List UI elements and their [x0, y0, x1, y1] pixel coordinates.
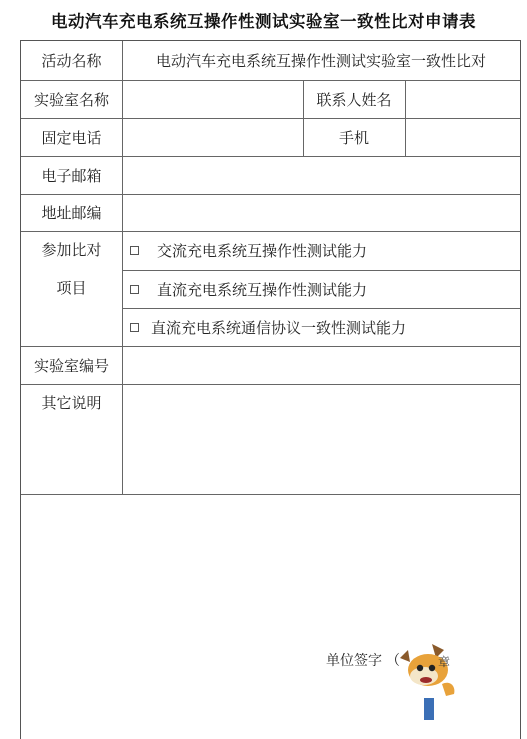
option-dc-protocol[interactable]	[122, 308, 520, 346]
email-label: 电子邮箱	[41, 166, 102, 185]
signature-label	[326, 650, 400, 670]
checkbox-icon[interactable]	[130, 285, 139, 294]
stamp-char: 章	[438, 655, 451, 669]
phone-label: 固定电话	[41, 128, 102, 147]
mobile-field[interactable]	[405, 118, 520, 156]
lab-name-field[interactable]	[122, 80, 303, 118]
lab-number-label: 实验室编号	[33, 356, 109, 375]
lab-name-label: 实验室名称	[33, 90, 109, 109]
option-ac-interop[interactable]	[122, 231, 520, 270]
lab-number-field[interactable]	[122, 346, 520, 384]
contact-name-label: 联系人姓名	[316, 90, 392, 109]
activity-name-label: 活动名称	[41, 52, 102, 70]
signature-text: 单位签字	[326, 653, 382, 669]
address-label: 地址邮编	[41, 204, 102, 222]
activity-name-value: 电动汽车充电系统互操作性测试实验室一致性比对	[155, 52, 486, 70]
other-notes-field[interactable]	[122, 384, 520, 494]
other-notes-label: 其它说明	[41, 394, 102, 412]
items-label-line2: 项目	[56, 279, 87, 297]
option-label: 直流充电系统互操作性测试能力	[157, 280, 368, 299]
items-label-line1: 参加比对	[41, 241, 102, 259]
mascot-sticker-icon	[398, 640, 468, 724]
option-dc-interop[interactable]	[122, 270, 520, 308]
application-form	[20, 40, 521, 739]
checkbox-icon[interactable]	[130, 323, 139, 332]
form-title: 电动汽车充电系统互操作性测试实验室一致性比对申请表	[51, 12, 476, 31]
option-label: 交流充电系统互操作性测试能力	[157, 242, 368, 260]
checkbox-icon[interactable]	[130, 246, 139, 255]
option-label: 直流充电系统通信协议一致性测试能力	[151, 318, 407, 337]
items-label	[21, 231, 122, 346]
phone-field[interactable]	[122, 118, 303, 156]
signature-paren: （	[386, 653, 400, 669]
address-field[interactable]	[122, 194, 520, 231]
contact-name-field[interactable]	[405, 80, 520, 118]
email-field[interactable]	[122, 156, 520, 194]
mobile-label: 手机	[338, 128, 369, 147]
